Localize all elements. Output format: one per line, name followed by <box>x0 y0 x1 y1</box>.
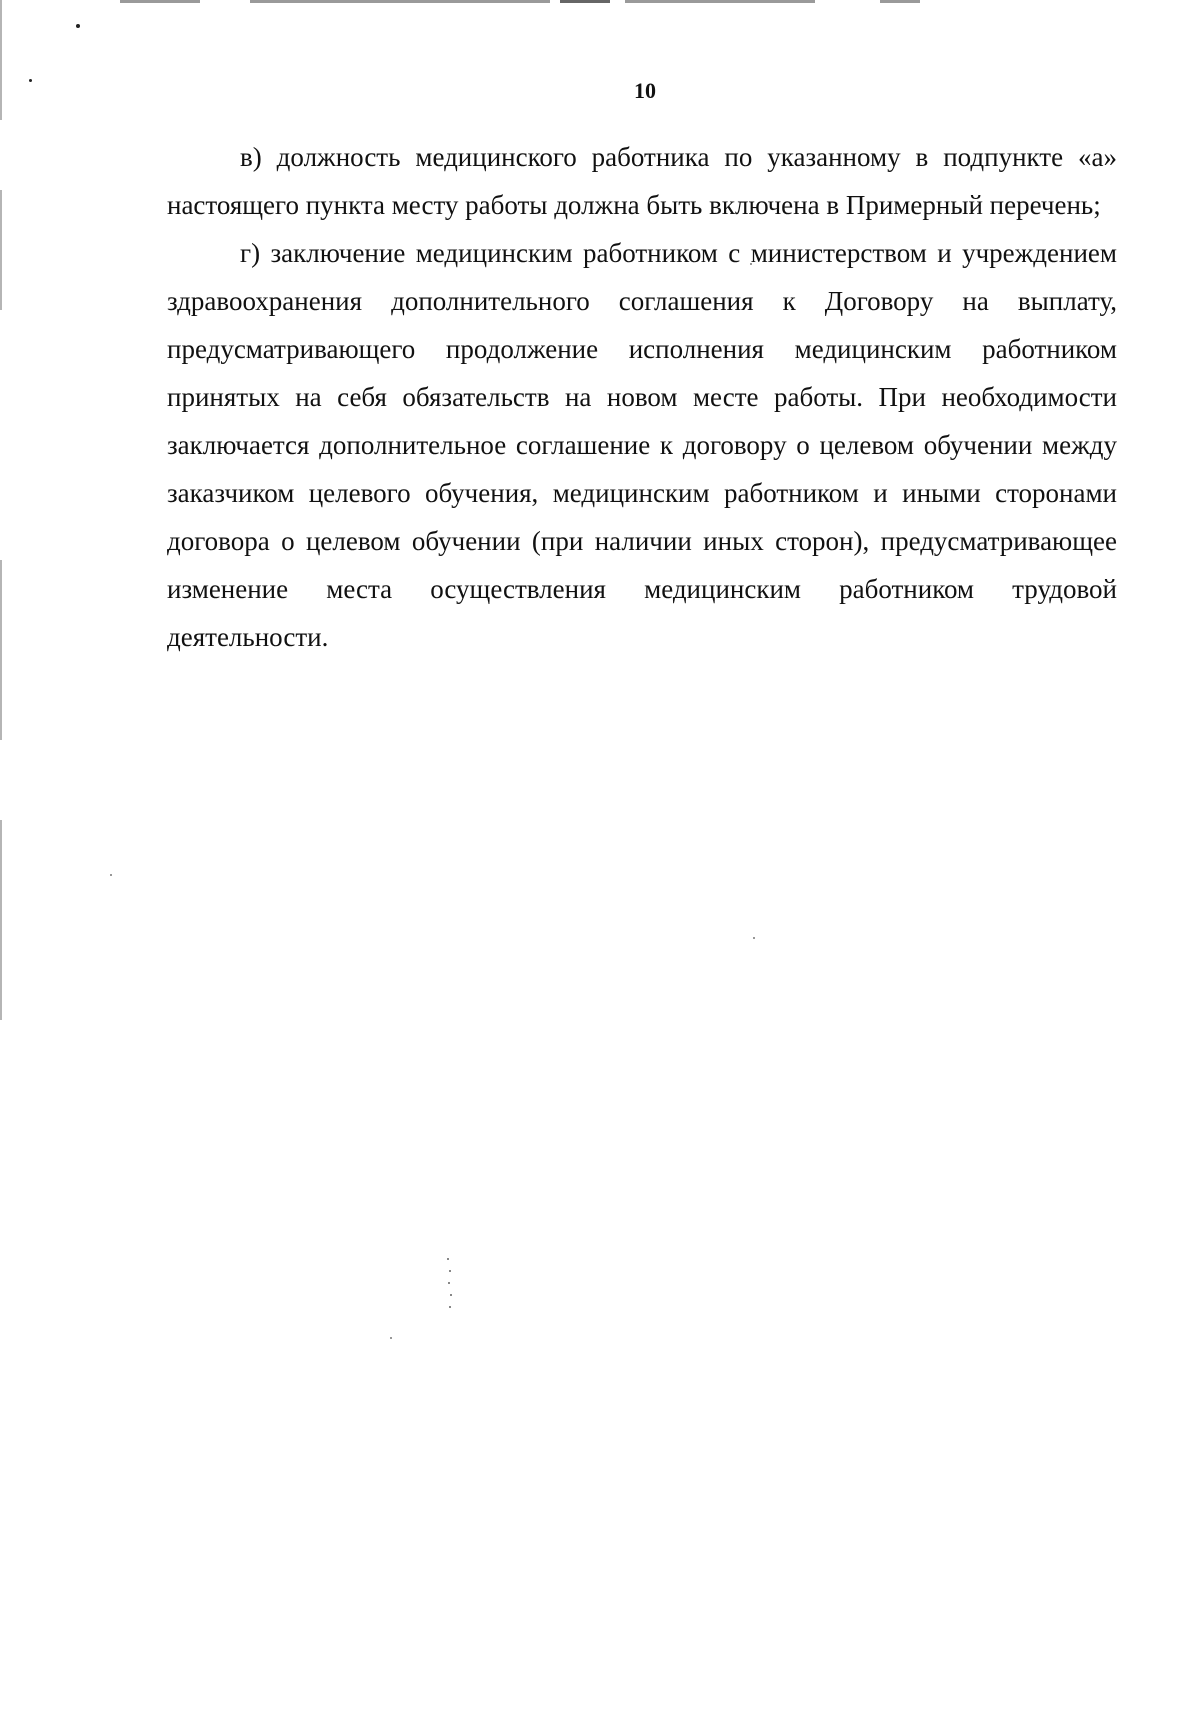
scan-speck <box>110 874 112 876</box>
paragraph-v: в) должность медицинского работника по указанному в подпункте «а» настоящего пункта месту работы должна быть включена в Примерный перечень; <box>167 142 1117 220</box>
page-number: 10 <box>634 78 656 103</box>
paragraph-g: г) заключение медицинским работником с министерством и учреждением здравоохранения дополнительного соглашения к Договору на выплату, предусматривающего продолжение исполнения медицинским работником принятых на себя обязательств на новом месте работы. При необходимости заключается дополнительное соглашение к договору о целевом обучении между заказчиком целевого обучения, медицинским работником и иными сторонами договора о целевом обучении (при наличии иных сторон), предусматривающее изменение места осуществления медицинским работником трудовой деятельности. <box>167 238 1117 652</box>
scan-speck <box>753 937 755 939</box>
scan-left-edge <box>0 0 4 1718</box>
scan-top-edge <box>0 0 1200 6</box>
scan-speck <box>390 1337 392 1339</box>
scan-speck <box>76 24 80 28</box>
document-body <box>167 133 1117 661</box>
scan-dots <box>447 1258 453 1318</box>
